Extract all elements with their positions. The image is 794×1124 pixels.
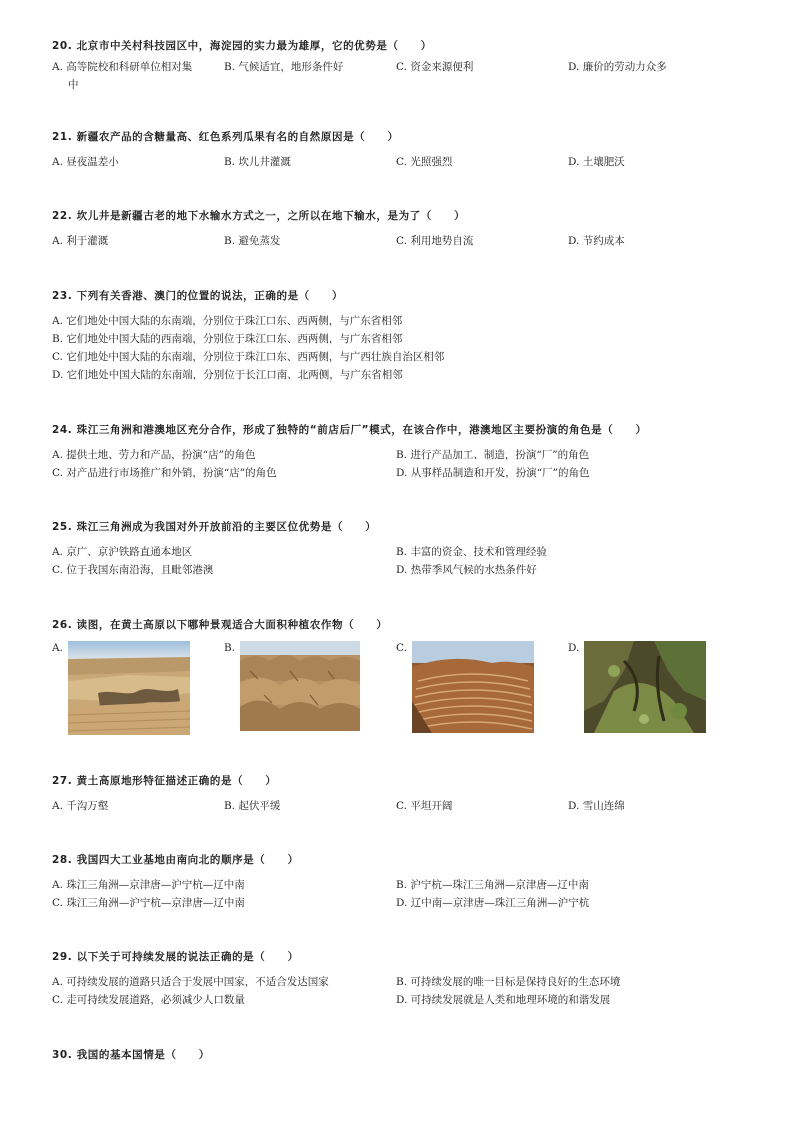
option-c[interactable]: C. 平坦开阔 bbox=[396, 800, 453, 812]
option-label: A. bbox=[52, 642, 63, 654]
option-d[interactable]: D. 廉价的劳动力众多 bbox=[568, 61, 667, 73]
question-stem bbox=[52, 422, 752, 438]
question-22 bbox=[52, 208, 752, 250]
option-b[interactable]: B. 沪宁杭—珠江三角洲—京津唐—辽中南 bbox=[396, 879, 589, 891]
question-24 bbox=[52, 422, 752, 482]
option-b[interactable]: B. 它们地处中国大陆的西南端，分别位于珠江口东、西两侧，与广东省相邻 bbox=[52, 333, 403, 345]
question-text: 珠江三角洲成为我国对外开放前沿的主要区位优势是（ ） bbox=[76, 521, 377, 533]
option-d[interactable]: D. 从事样品制造和开发，扮演“厂”的角色 bbox=[396, 467, 590, 479]
option-c[interactable]: C. 资金来源便利 bbox=[396, 61, 474, 73]
option-c[interactable]: C. 珠江三角洲—沪宁杭—京津唐—辽中南 bbox=[52, 897, 245, 909]
option-label: B. bbox=[224, 642, 236, 654]
question-stem bbox=[52, 1047, 752, 1063]
landscape-photo-c bbox=[412, 641, 534, 733]
option-d[interactable]: D. 热带季风气候的水热条件好 bbox=[396, 564, 537, 576]
option-b[interactable]: B. 进行产品加工、制造，扮演“厂”的角色 bbox=[396, 449, 590, 461]
option-d[interactable]: D. 雪山连绵 bbox=[568, 800, 625, 812]
option-c[interactable]: C. 光照强烈 bbox=[396, 156, 453, 168]
landscape-photo-d bbox=[584, 641, 706, 733]
question-25 bbox=[52, 519, 752, 579]
landscape-photo-b bbox=[240, 641, 360, 731]
option-b[interactable]: B. 起伏平缓 bbox=[224, 800, 281, 812]
option-label: C. bbox=[396, 642, 407, 654]
question-text: 新疆农产品的含糖量高、红色系列瓜果有名的自然原因是（ ） bbox=[76, 131, 399, 143]
option-a[interactable]: A. 提供土地、劳力和产品，扮演“店”的角色 bbox=[52, 449, 256, 461]
option-a[interactable]: A. 珠江三角洲—京津唐—沪宁杭—辽中南 bbox=[52, 879, 245, 891]
question-text: 北京市中关村科技园区中，海淀园的实力最为雄厚，它的优势是（ ） bbox=[76, 40, 432, 52]
question-29 bbox=[52, 949, 752, 1009]
option-d[interactable]: D. 土壤肥沃 bbox=[568, 156, 625, 168]
option-d[interactable]: D. 节约成本 bbox=[568, 235, 625, 247]
option-c[interactable]: C. 它们地处中国大陆的东南端，分别位于珠江口东、西两侧，与广西壮族自治区相邻 bbox=[52, 351, 445, 363]
question-23 bbox=[52, 288, 752, 384]
option-b[interactable]: B. 可持续发展的唯一目标是保持良好的生态环境 bbox=[396, 976, 621, 988]
option-a[interactable]: A. 京广、京沪铁路直通本地区 bbox=[52, 546, 193, 558]
question-stem bbox=[52, 519, 752, 535]
option-a[interactable]: A. 高等院校和科研单位相对集 bbox=[52, 61, 193, 73]
question-stem bbox=[52, 852, 752, 868]
question-text: 下列有关香港、澳门的位置的说法，正确的是（ ） bbox=[76, 290, 344, 302]
option-b[interactable]: B. 气候适宜，地形条件好 bbox=[224, 61, 344, 73]
question-number: 27. bbox=[52, 775, 73, 787]
question-text: 我国的基本国情是（ ） bbox=[76, 1049, 210, 1061]
question-text: 珠江三角洲和港澳地区充分合作，形成了独特的“前店后厂”模式，在该合作中，港澳地区主要扮演的角色是（ ） bbox=[76, 424, 647, 436]
option-label: D. bbox=[568, 642, 580, 654]
question-26 bbox=[52, 617, 752, 735]
question-27 bbox=[52, 773, 752, 815]
question-stem bbox=[52, 949, 752, 965]
question-number: 24. bbox=[52, 424, 73, 436]
option-a[interactable]: A. 千沟万壑 bbox=[52, 800, 109, 812]
option-c[interactable]: C. 位于我国东南沿海，且毗邻港澳 bbox=[52, 564, 214, 576]
option-b[interactable]: B. 避免蒸发 bbox=[224, 235, 281, 247]
option-a[interactable]: A. 可持续发展的道路只适合于发展中国家，不适合发达国家 bbox=[52, 976, 329, 988]
option-c[interactable]: C. 对产品进行市场推广和外销，扮演“店”的角色 bbox=[52, 467, 277, 479]
question-number: 20. bbox=[52, 40, 73, 52]
question-stem bbox=[52, 617, 752, 633]
question-28 bbox=[52, 852, 752, 912]
option-d[interactable]: D. 可持续发展就是人类和地理环境的和谐发展 bbox=[396, 994, 611, 1006]
question-text: 以下关于可持续发展的说法正确的是（ ） bbox=[76, 951, 299, 963]
question-text: 黄土高原地形特征描述正确的是（ ） bbox=[76, 775, 277, 787]
question-21 bbox=[52, 129, 752, 171]
question-stem bbox=[52, 288, 752, 304]
question-number: 22. bbox=[52, 210, 73, 222]
option-d[interactable]: D. 辽中南—京津唐—珠江三角洲—沪宁杭 bbox=[396, 897, 590, 909]
option-a-wrap: 中 bbox=[68, 79, 79, 91]
question-text: 读图，在黄土高原以下哪种景观适合大面积种植农作物（ ） bbox=[76, 619, 388, 631]
option-c[interactable]: C. 走可持续发展道路，必须减少人口数量 bbox=[52, 994, 245, 1006]
question-stem bbox=[52, 773, 752, 789]
option-c[interactable]: C. 利用地势自流 bbox=[396, 235, 474, 247]
question-30 bbox=[52, 1047, 752, 1063]
option-b[interactable]: B. 坎儿井灌溉 bbox=[224, 156, 291, 168]
question-number: 25. bbox=[52, 521, 73, 533]
question-number: 26. bbox=[52, 619, 73, 631]
question-text: 我国四大工业基地由南向北的顺序是（ ） bbox=[76, 854, 299, 866]
question-number: 23. bbox=[52, 290, 73, 302]
question-text: 坎儿井是新疆古老的地下水输水方式之一，之所以在地下输水，是为了（ ） bbox=[76, 210, 466, 222]
question-number: 29. bbox=[52, 951, 73, 963]
option-a[interactable]: A. 它们地处中国大陆的东南端，分别位于珠江口东、西两侧，与广东省相邻 bbox=[52, 315, 403, 327]
question-stem bbox=[52, 129, 752, 145]
question-number: 21. bbox=[52, 131, 73, 143]
option-d[interactable]: D. 它们地处中国大陆的东南端，分别位于长江口南、北两侧，与广东省相邻 bbox=[52, 369, 403, 381]
question-20 bbox=[52, 38, 752, 94]
option-a[interactable]: A. 昼夜温差小 bbox=[52, 156, 119, 168]
option-a[interactable]: A. 利于灌溉 bbox=[52, 235, 109, 247]
option-b[interactable]: B. 丰富的资金、技术和管理经验 bbox=[396, 546, 547, 558]
question-number: 30. bbox=[52, 1049, 73, 1061]
question-stem bbox=[52, 38, 752, 54]
landscape-photo-a bbox=[68, 641, 190, 735]
question-stem bbox=[52, 208, 752, 224]
question-number: 28. bbox=[52, 854, 73, 866]
